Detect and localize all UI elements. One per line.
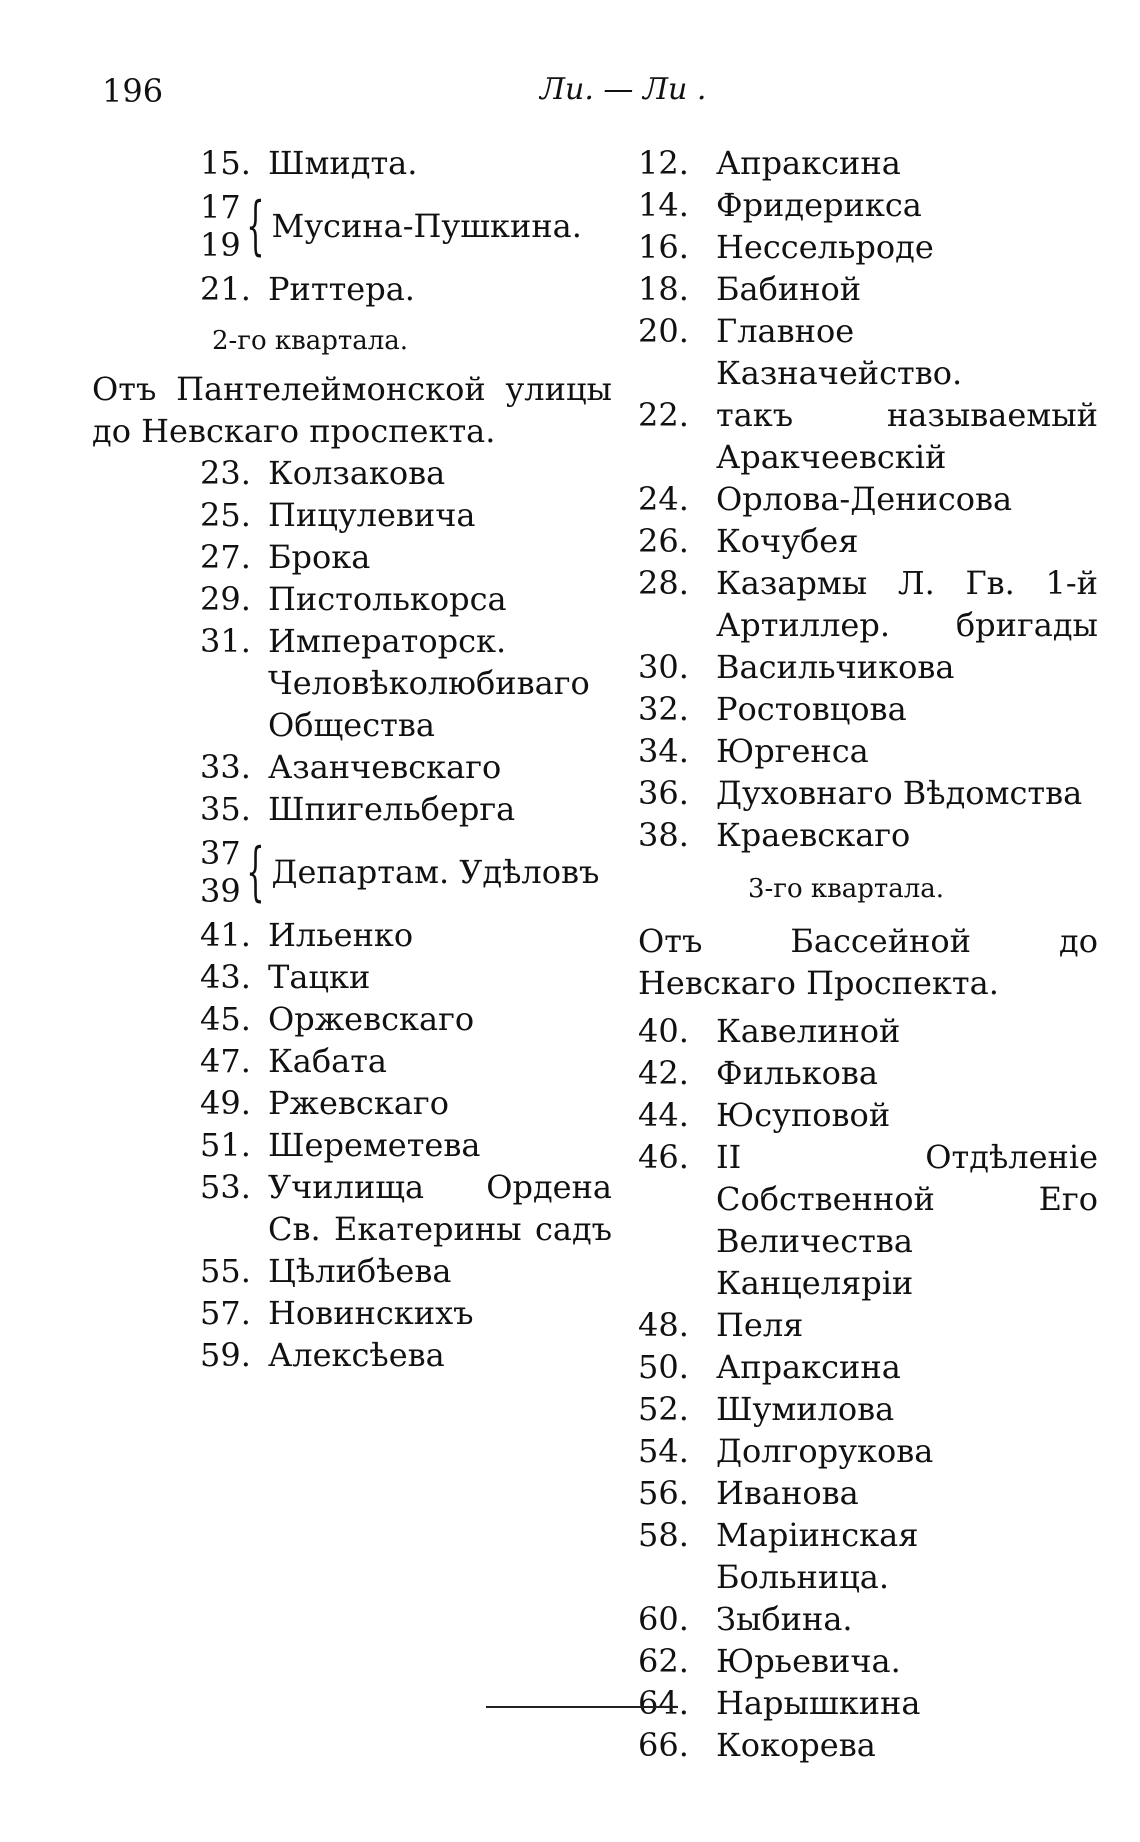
brace-symbol: { (245, 835, 265, 909)
list-item (92, 746, 612, 788)
list-item (92, 452, 612, 494)
owner-name: Кокорева (716, 1726, 876, 1764)
owner-name: Апраксина (716, 144, 901, 182)
owner-name: Пицулевича (268, 496, 476, 534)
list-item (638, 268, 1098, 310)
list-item (638, 520, 1098, 562)
owner-name: Тацки (268, 958, 371, 996)
list-item (92, 268, 612, 310)
page-number: 196 (102, 72, 164, 110)
house-number: 42. (638, 1054, 689, 1092)
house-number: 35. (200, 790, 251, 828)
house-number: 56. (638, 1474, 689, 1512)
owner-name: Филькова (716, 1054, 878, 1092)
owner-name: Риттера. (268, 270, 415, 308)
list-item (638, 184, 1098, 226)
owner-name: Пистолькорса (268, 580, 507, 618)
house-number: 27. (200, 538, 251, 576)
brace-numbers (200, 188, 241, 264)
list-item (638, 1052, 1098, 1094)
list-item (638, 1430, 1098, 1472)
list-item (638, 562, 1098, 646)
list-item (638, 730, 1098, 772)
list-item (638, 1724, 1098, 1766)
house-number: 40. (638, 1012, 689, 1050)
house-number: 43. (200, 958, 251, 996)
owner-name: Азанчевскаго (268, 748, 502, 786)
house-number: 29. (200, 580, 251, 618)
list-item (638, 1094, 1098, 1136)
list-item (92, 914, 612, 956)
owner-name: Юргенса (716, 732, 869, 770)
house-number: 31. (200, 622, 251, 660)
list-item (638, 394, 1098, 478)
owner-name: Ильенко (268, 916, 414, 954)
owner-name: Краевскаго (716, 816, 911, 854)
house-number: 22. (638, 396, 689, 434)
owner-name: Алексѣева (268, 1336, 445, 1374)
list-item (638, 1472, 1098, 1514)
house-number: 34. (638, 732, 689, 770)
end-rule (486, 1706, 678, 1708)
house-number: 50. (638, 1348, 689, 1386)
house-number: 26. (638, 522, 689, 560)
house-number: 58. (638, 1516, 689, 1554)
house-number: 47. (200, 1042, 251, 1080)
owner-name: Мусина-Пушкина. (271, 207, 582, 245)
owner-name: Цѣлибѣева (268, 1252, 452, 1290)
owner-name: Ржевскаго (268, 1084, 449, 1122)
list-item (92, 788, 612, 830)
list-item (638, 688, 1098, 730)
list-item (638, 814, 1098, 856)
list-item (638, 1010, 1098, 1052)
entry-list (638, 142, 1098, 856)
house-number: 62. (638, 1642, 689, 1680)
section-heading: Отъ Пантелеймонской улицы до Невскаго проспекта. (92, 370, 612, 450)
list-item (638, 226, 1098, 268)
list-item (92, 998, 612, 1040)
house-number: 44. (638, 1096, 689, 1134)
house-number: 16. (638, 228, 689, 266)
house-number: 57. (200, 1294, 251, 1332)
owner-name: Новинскихъ (268, 1294, 474, 1332)
owner-name: Училища Ордена Св. Екатерины садъ (268, 1168, 612, 1248)
entry-list (638, 1010, 1098, 1766)
owner-name: Брока (268, 538, 371, 576)
owner-name: Духовнаго Вѣдомства (716, 774, 1083, 812)
owner-name: Нарышкина (716, 1684, 921, 1722)
owner-name: Шпигельберга (268, 790, 516, 828)
house-number: 18. (638, 270, 689, 308)
house-number: 21. (200, 270, 251, 308)
house-number: 52. (638, 1390, 689, 1428)
house-number: 12. (638, 144, 689, 182)
list-item (92, 536, 612, 578)
section-label: 3-го квартала. (748, 874, 945, 904)
list-item (638, 1598, 1098, 1640)
owner-name: Шмидта. (268, 144, 418, 182)
list-item (638, 772, 1098, 814)
house-number: 33. (200, 748, 251, 786)
list-item (638, 142, 1098, 184)
house-number: 66. (638, 1726, 689, 1764)
house-number: 46. (638, 1138, 689, 1176)
house-number: 37 (200, 834, 241, 872)
owner-name: Оржевскаго (268, 1000, 475, 1038)
house-number: 24. (638, 480, 689, 518)
list-item (638, 1640, 1098, 1682)
house-number: 49. (200, 1084, 251, 1122)
house-number: 39 (200, 872, 241, 910)
owner-name: Колзакова (268, 454, 446, 492)
owner-name: Шумилова (716, 1390, 895, 1428)
house-number: 14. (638, 186, 689, 224)
house-number: 41. (200, 916, 251, 954)
entry-list (92, 452, 612, 830)
owner-name: Ростовцова (716, 690, 907, 728)
list-item (638, 1346, 1098, 1388)
house-number: 55. (200, 1252, 251, 1290)
owner-name: Нессельроде (716, 228, 934, 266)
house-number: 20. (638, 312, 689, 350)
house-number: 51. (200, 1126, 251, 1164)
entry-list (92, 268, 612, 310)
house-number: 60. (638, 1600, 689, 1638)
left-column (92, 142, 612, 1376)
house-number: 32. (638, 690, 689, 728)
owner-name: Маріинская Больница. (716, 1516, 919, 1596)
house-number: 64. (638, 1684, 689, 1722)
list-item (638, 478, 1098, 520)
right-column (638, 142, 1098, 1766)
list-item (638, 1304, 1098, 1346)
list-item (92, 1292, 612, 1334)
owner-name: Пеля (716, 1306, 804, 1344)
list-item (638, 1136, 1098, 1304)
section-heading: Отъ Бассейной до Невскаго Проспекта. (638, 922, 1098, 1002)
list-item (638, 310, 1098, 394)
list-item (92, 142, 612, 184)
owner-name: Васильчикова (716, 648, 955, 686)
owner-name: Долгорукова (716, 1432, 934, 1470)
owner-name: Юрьевича. (716, 1642, 901, 1680)
list-item (638, 1682, 1098, 1724)
brace-symbol: { (245, 189, 265, 263)
owner-name: II Отдѣленіе Собственной Его Величества Канцеляріи (716, 1138, 1098, 1302)
house-number: 53. (200, 1168, 251, 1206)
house-number: 30. (638, 648, 689, 686)
entry-list (92, 142, 612, 184)
owner-name: Кавелиной (716, 1012, 901, 1050)
list-item (92, 620, 612, 746)
brace-entry (92, 184, 612, 268)
list-item (638, 1388, 1098, 1430)
list-item (92, 1040, 612, 1082)
house-number: 54. (638, 1432, 689, 1470)
list-item (638, 1514, 1098, 1598)
house-number: 59. (200, 1336, 251, 1374)
house-number: 38. (638, 816, 689, 854)
owner-name: Орлова-Денисова (716, 480, 1013, 518)
brace-entry (92, 830, 612, 914)
list-item (638, 646, 1098, 688)
brace-numbers (200, 834, 241, 910)
owner-name: Юсуповой (716, 1096, 891, 1134)
list-item (92, 1124, 612, 1166)
owner-name: такъ называемый Аракчеевскій (716, 396, 1098, 476)
house-number: 28. (638, 564, 689, 602)
house-number: 48. (638, 1306, 689, 1344)
list-item (92, 1250, 612, 1292)
house-number: 17 (200, 188, 241, 226)
list-item (92, 578, 612, 620)
house-number: 25. (200, 496, 251, 534)
owner-name: Кабата (268, 1042, 387, 1080)
list-item (92, 1334, 612, 1376)
section-label: 2-го квартала. (212, 326, 409, 356)
house-number: 15. (200, 144, 251, 182)
list-item (92, 494, 612, 536)
owner-name: Шереметева (268, 1126, 481, 1164)
owner-name: Императорск. Человѣколюбиваго Общества (268, 622, 590, 744)
owner-name: Кочубея (716, 522, 859, 560)
entry-list (92, 914, 612, 1376)
owner-name: Департам. Удѣловъ (271, 853, 600, 891)
house-number: 19 (200, 226, 241, 264)
owner-name: Иванова (716, 1474, 859, 1512)
house-number: 45. (200, 1000, 251, 1038)
owner-name: Казармы Л. Гв. 1-й Артиллер. бригады (716, 564, 1098, 644)
list-item (92, 1166, 612, 1250)
running-head: Ли. — Ли . (540, 72, 707, 107)
owner-name: Фридерикса (716, 186, 922, 224)
house-number: 36. (638, 774, 689, 812)
owner-name: Бабиной (716, 270, 862, 308)
list-item (92, 956, 612, 998)
owner-name: Главное Казначейство. (716, 312, 963, 392)
owner-name: Апраксина (716, 1348, 901, 1386)
owner-name: Зыбина. (716, 1600, 853, 1638)
list-item (92, 1082, 612, 1124)
house-number: 23. (200, 454, 251, 492)
